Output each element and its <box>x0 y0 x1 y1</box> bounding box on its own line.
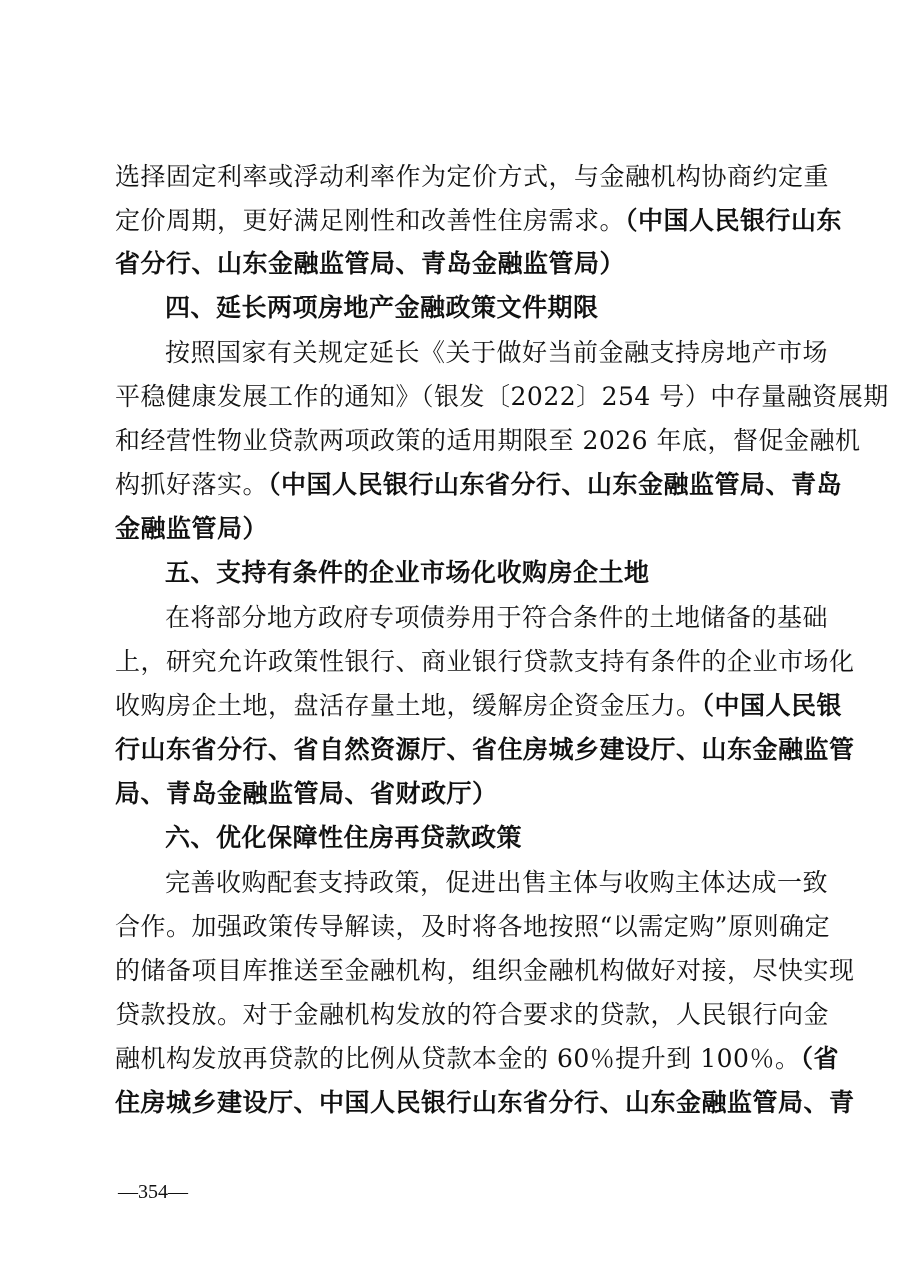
body-line: 在将部分地方政府专项债券用于符合条件的土地储备的基础 <box>165 603 829 632</box>
body-line: 构抓好落实。（中国人民银行山东省分行、山东金融监管局、青岛 <box>115 470 843 499</box>
body-line: 定价周期，更好满足刚性和改善性住房需求。（中国人民银行山东 <box>115 206 843 235</box>
body-line <box>115 1086 855 1120</box>
body-line: 平稳健康发展工作的通知》（银发〔2022〕254 号）中存量融资展期 <box>115 382 889 411</box>
responsible-agencies: （中国人民银行山东省分行、山东金融监管局、青岛 <box>268 470 843 499</box>
body-line: 完善收购配套支持政策，促进出售主体与收购主体达成一致 <box>165 868 829 897</box>
body-line: 的储备项目库推送至金融机构，组织金融机构做好对接，尽快实现 <box>115 956 855 985</box>
responsible-agencies: 省分行、山东金融监管局、青岛金融监管局） <box>115 249 626 278</box>
body-line <box>115 512 787 546</box>
page-number: —354— <box>118 1181 188 1203</box>
body-line <box>115 247 787 281</box>
body-line: 上，研究允许政策性银行、商业银行贷款支持有条件的企业市场化 <box>115 647 855 676</box>
responsible-agencies: （中国人民银 <box>701 691 843 720</box>
responsible-agencies: 局、青岛金融监管局、省财政厅） <box>115 779 498 808</box>
responsible-agencies: 行山东省分行、省自然资源厅、省住房城乡建设厅、山东金融监管 <box>115 735 855 764</box>
section-heading: 四、延长两项房地产金融政策文件期限 <box>165 293 599 322</box>
responsible-agencies: （省 <box>800 1044 839 1073</box>
body-line: 按照国家有关规定延长《关于做好当前金融支持房地产市场 <box>165 338 829 367</box>
section-heading: 五、支持有条件的企业市场化收购房企土地 <box>165 558 650 587</box>
responsible-agencies: （中国人民银行山东 <box>625 206 843 235</box>
body-line: 合作。加强政策传导解读，及时将各地按照“以需定购”原则确定 <box>115 912 831 941</box>
responsible-agencies: 住房城乡建设厅、中国人民银行山东省分行、山东金融监管局、青 <box>115 1088 855 1117</box>
body-line: 收购房企土地，盘活存量土地，缓解房企资金压力。（中国人民银 <box>115 691 843 720</box>
body-line <box>115 777 787 811</box>
section-heading: 六、优化保障性住房再贷款政策 <box>165 823 523 852</box>
responsible-agencies: 金融监管局） <box>115 514 269 543</box>
body-line: 和经营性物业贷款两项政策的适用期限至 2026 年底，督促金融机 <box>115 426 861 455</box>
body-line: 选择固定利率或浮动利率作为定价方式，与金融机构协商约定重 <box>115 162 830 191</box>
body-line <box>115 733 855 767</box>
body-line: 贷款投放。对于金融机构发放的符合要求的贷款，人民银行向金 <box>115 1000 830 1029</box>
body-line: 融机构发放再贷款的比例从贷款本金的 60％提升到 100％。（省 <box>115 1044 839 1073</box>
